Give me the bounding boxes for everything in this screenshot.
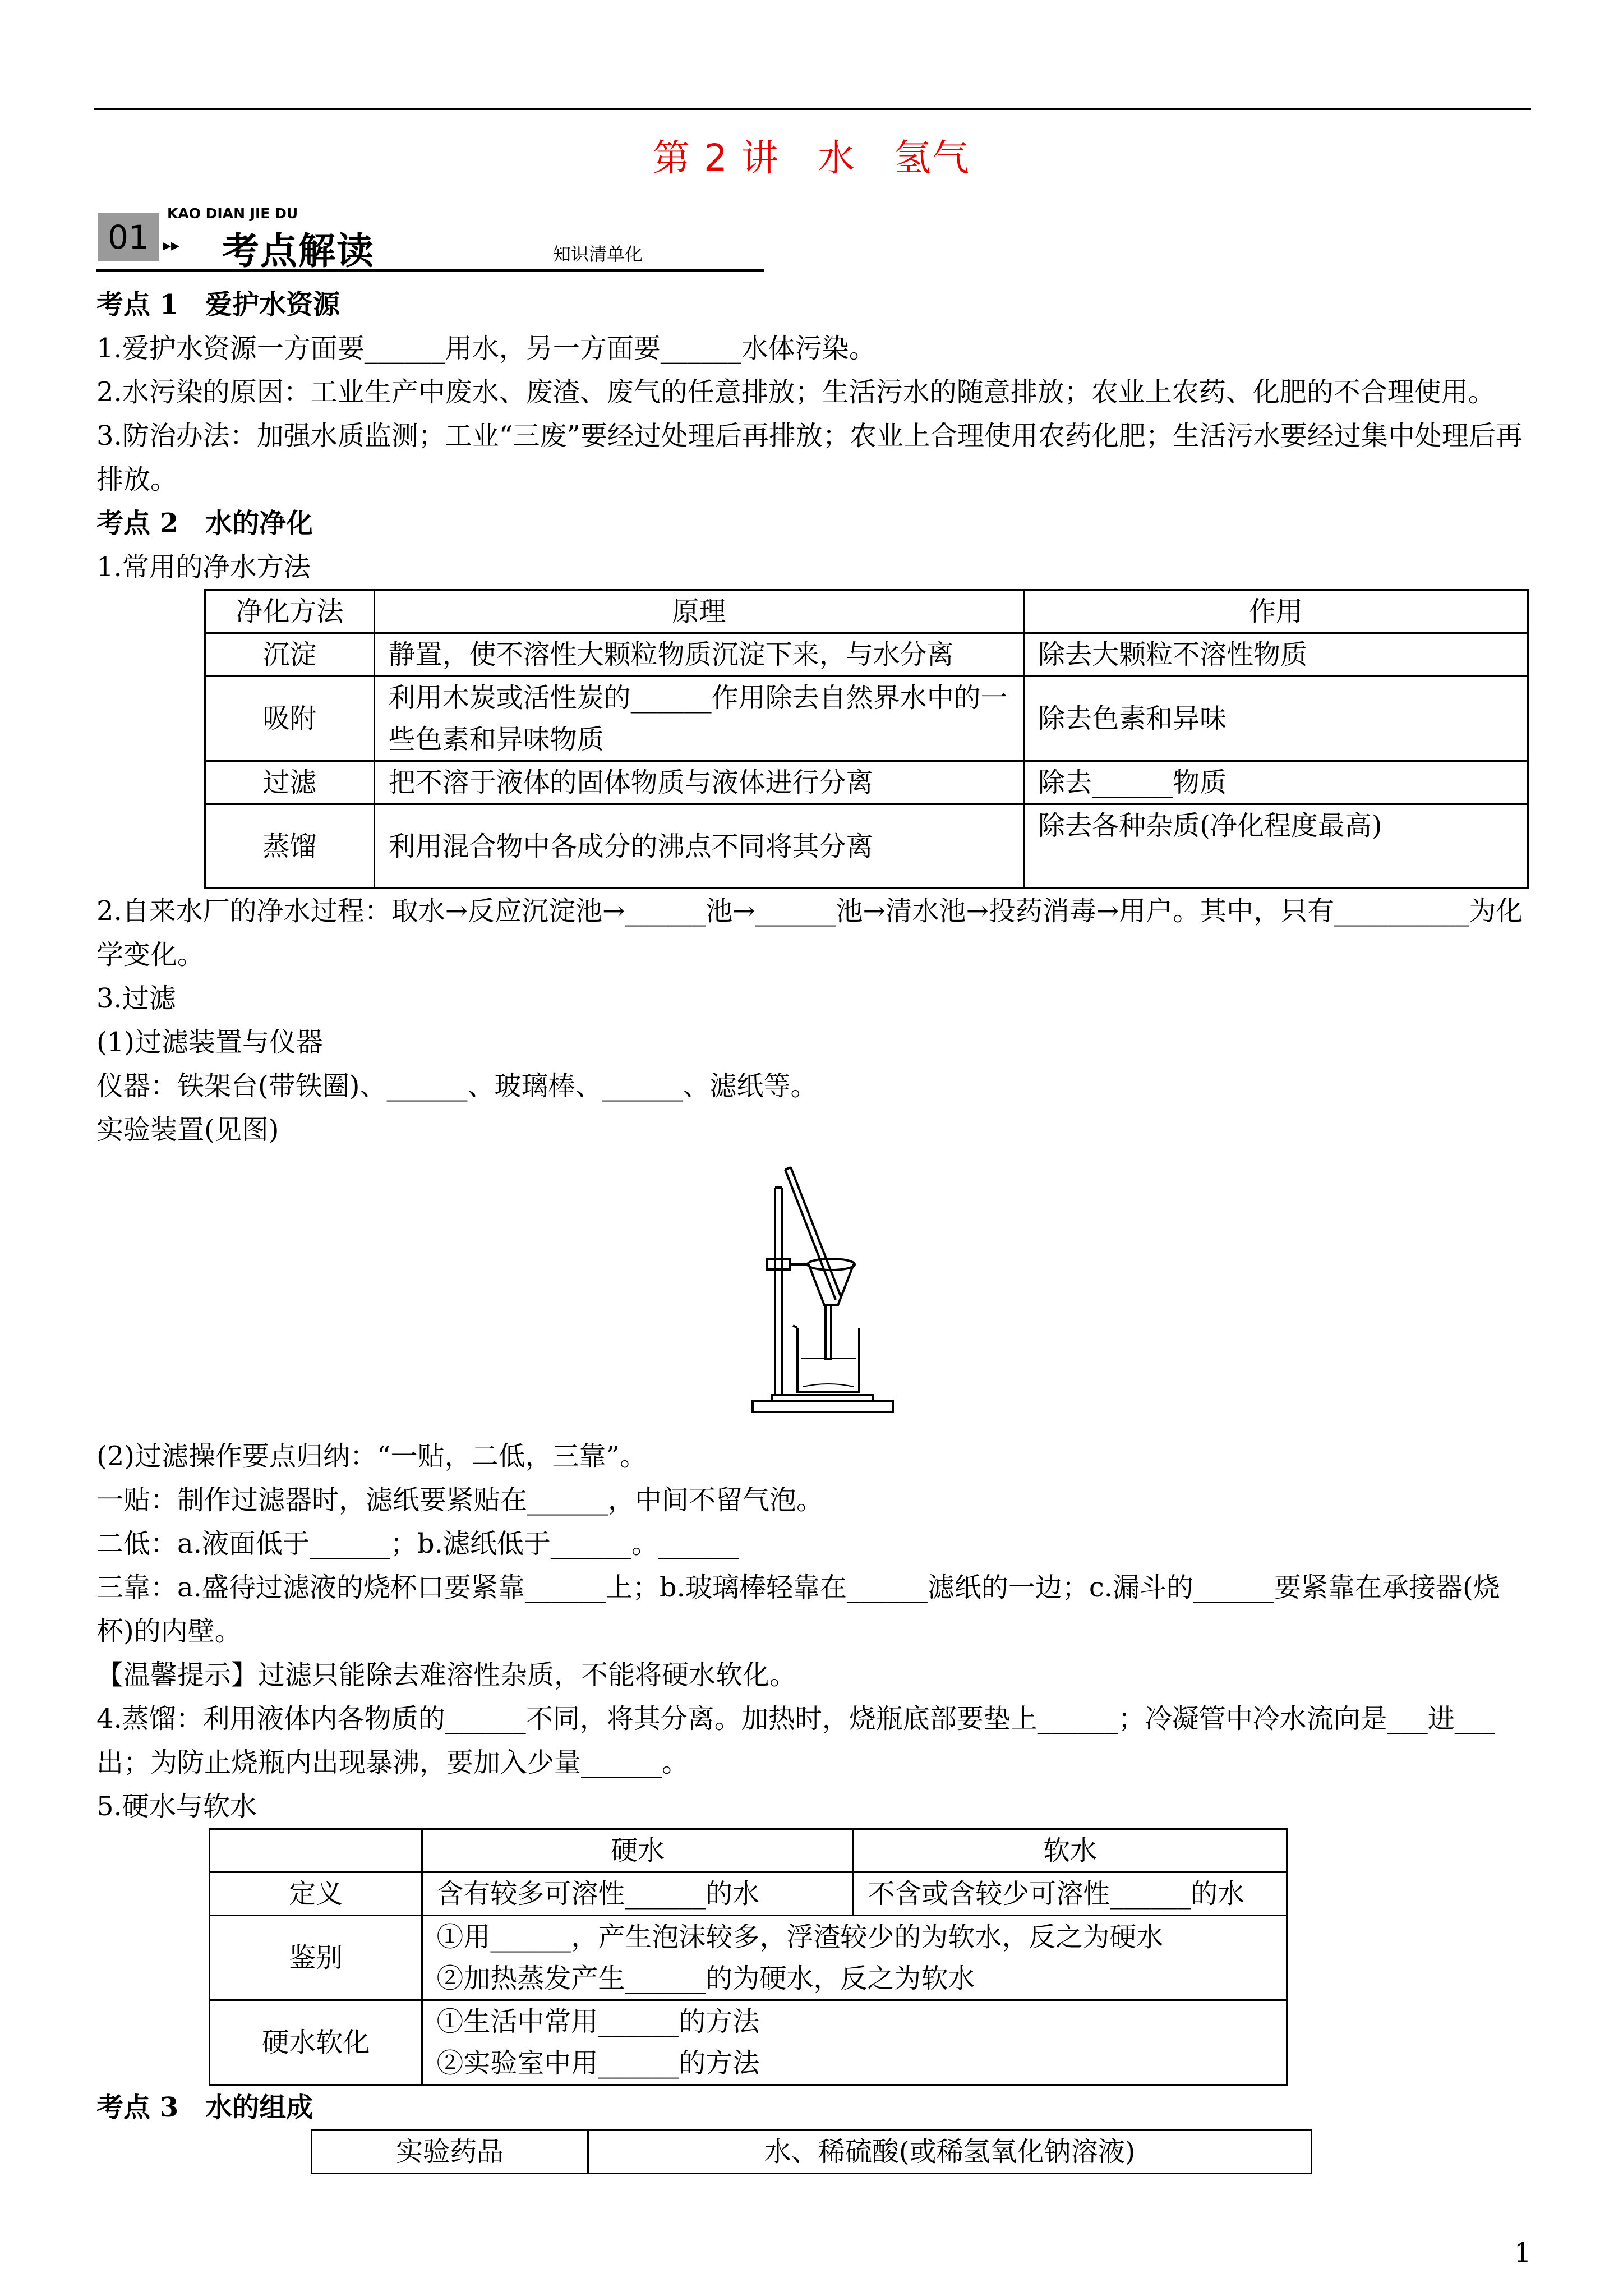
heading-label: 考点 1 (96, 289, 179, 320)
tip-paragraph: 【温馨提示】过滤只能除去难溶性杂质，不能将硬水软化。 (96, 1659, 797, 1691)
hard-soft-water-table (209, 1828, 1288, 2086)
heading-text: 水的组成 (205, 2092, 313, 2123)
page-title: 第 2 讲 水 氢气 (653, 136, 970, 180)
page-number: 1 (1514, 2237, 1532, 2269)
table-row (205, 761, 1528, 804)
paragraph: (1)过滤装置与仪器 (96, 1027, 323, 1058)
section-number: 01 (98, 213, 159, 261)
table-row (205, 677, 1528, 761)
heading-label: 考点 2 (96, 508, 179, 539)
table-cell: 除去______物质 (1024, 761, 1528, 804)
table-cell: 除去大颗粒不溶性物质 (1024, 633, 1528, 677)
table-header-row (210, 1829, 1287, 1872)
table-cell: 把不溶于液体的固体物质与液体进行分离 (374, 761, 1023, 804)
double-arrow-icon: ▸▸ (163, 236, 180, 255)
table-cell: 利用木炭或活性炭的______作用除去自然界水中的一些色素和异味物质 (374, 677, 1023, 761)
paragraph: (2)过滤操作要点归纳：“一贴，二低，三靠”。 (96, 1441, 647, 1472)
paragraph: 1.爱护水资源一方面要______用水，另一方面要______水体污染。 (96, 333, 876, 364)
table-cell: 硬水软化 (210, 2000, 422, 2085)
heading-text: 水的净化 (205, 508, 313, 539)
heading-label: 考点 3 (96, 2092, 179, 2123)
paragraph: 二低：a.液面低于______；b.滤纸低于______。______ (96, 1528, 739, 1559)
paragraph: 5.硬水与软水 (96, 1791, 257, 1822)
purification-table (204, 589, 1529, 889)
table-cell (422, 2000, 1287, 2085)
paragraph: 1.常用的净水方法 (96, 551, 311, 583)
table-cell: 过滤 (205, 761, 375, 804)
paragraph: 3.防治办法：加强水质监测；工业“三废”要经过处理后再排放；农业上合理使用农药化肥；生活污水要经过集中处理后再排放。 (96, 420, 1523, 495)
document-body (96, 283, 1530, 2174)
table-cell: 定义 (210, 1872, 422, 1916)
table-row (205, 804, 1528, 889)
table-cell: 静置，使不溶性大颗粒物质沉淀下来，与水分离 (374, 633, 1023, 677)
table-cell: 水、稀硫酸(或稀氢氧化钠溶液) (588, 2131, 1312, 2174)
paragraph: 仪器：铁架台(带铁圈)、______、玻璃棒、______、滤纸等。 (96, 1070, 818, 1102)
section-header (96, 205, 764, 273)
section-title: 考点解读 (222, 229, 375, 273)
table-header-cell (210, 1829, 422, 1872)
table-cell: 蒸馏 (205, 804, 375, 889)
table-cell: 除去各种杂质(净化程度最高) (1024, 804, 1528, 889)
water-composition-table (311, 2129, 1312, 2174)
table-cell: 实验药品 (312, 2131, 588, 2174)
section-rule (96, 269, 764, 272)
table-cell: 除去色素和异味 (1024, 677, 1528, 761)
cell-line: ②加热蒸发产生______的为硬水，反之为软水 (436, 1963, 975, 1994)
table-cell: 鉴别 (210, 1916, 422, 2000)
table-row (210, 1916, 1287, 2000)
table-cell: 含有较多可溶性______的水 (422, 1872, 854, 1916)
table-cell: 利用混合物中各成分的沸点不同将其分离 (374, 804, 1023, 889)
paragraph: 实验装置(见图) (96, 1114, 279, 1145)
cell-line: ①生活中常用______的方法 (436, 2006, 760, 2037)
table-row (312, 2131, 1312, 2174)
section-caption: KAO DIAN JIE DU (167, 205, 298, 222)
paragraph: 3.过滤 (96, 983, 176, 1014)
table-cell: 不含或含较少可溶性______的水 (854, 1872, 1287, 1916)
table-row (210, 2000, 1287, 2085)
table-header-cell: 软水 (854, 1829, 1287, 1872)
paragraph: 三靠：a.盛待过滤液的烧杯口要紧靠______上；b.玻璃棒轻靠在______滤纸的一边；c.漏斗的______要紧靠在承接器(烧杯)的内壁。 (96, 1572, 1500, 1647)
paragraph: 2.水污染的原因：工业生产中废水、废渣、废气的任意排放；生活污水的随意排放；农业上农药、化肥的不合理使用。 (96, 376, 1495, 408)
figure-container (96, 1152, 1530, 1434)
kaodian3-heading (96, 2086, 1530, 2129)
table-header-cell: 原理 (374, 590, 1023, 633)
table-header-row (205, 590, 1528, 633)
paragraph: 一贴：制作过滤器时，滤纸要紧贴在______，中间不留气泡。 (96, 1484, 824, 1516)
cell-line: ①用______，产生泡沫较多，浮渣较少的为软水，反之为硬水 (436, 1921, 1164, 1953)
table-row (205, 633, 1528, 677)
table-header-cell: 作用 (1024, 590, 1528, 633)
table-header-cell: 净化方法 (205, 590, 375, 633)
heading-text: 爱护水资源 (205, 289, 340, 320)
table-cell: 沉淀 (205, 633, 375, 677)
filtration-apparatus-icon (741, 1165, 904, 1418)
table-cell (422, 1916, 1287, 2000)
table-cell: 吸附 (205, 677, 375, 761)
table-header-cell: 硬水 (422, 1829, 854, 1872)
paragraph: 4.蒸馏：利用液体内各物质的______不同，将其分离。加热时，烧瓶底部要垫上______；冷凝管中冷水流向是___进___出；为防止烧瓶内出现暴沸，要加入少量______。 (96, 1703, 1495, 1778)
table-row (210, 1872, 1287, 1916)
paragraph: 2.自来水厂的净水过程：取水→反应沉淀池→______池→______池→清水池→投药消毒→用户。其中，只有__________为化学变化。 (96, 895, 1523, 970)
kaodian1-heading (96, 283, 1530, 326)
top-rule (94, 108, 1531, 110)
kaodian2-heading (96, 501, 1530, 545)
cell-line: ②实验室中用______的方法 (436, 2047, 760, 2079)
section-subtitle: 知识清单化 (553, 243, 643, 265)
